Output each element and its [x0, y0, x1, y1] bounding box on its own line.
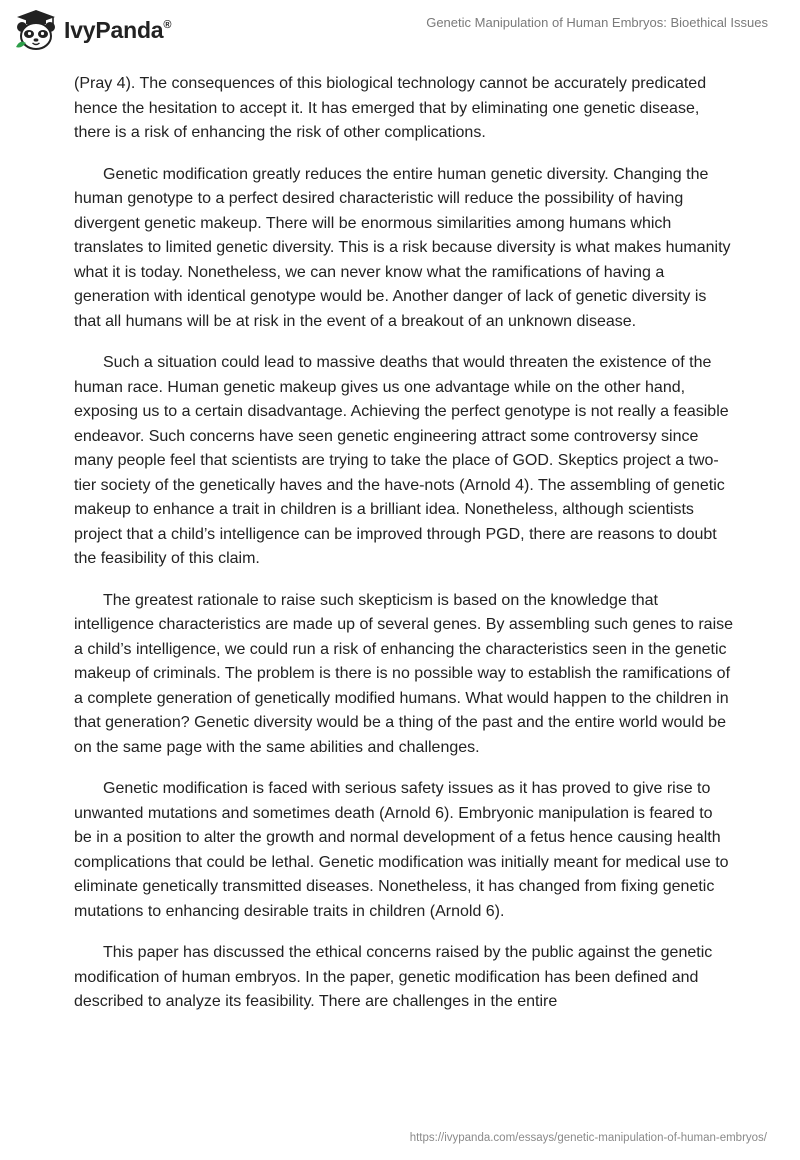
paragraph: Such a situation could lead to massive deaths that would threaten the existence of the human race. Human genetic makeup gives us one advantage while on the other hand, exposing us to a certain disadvantage. Achieving the perfect genotype is not really a feasible endeavor. Such concerns have seen genetic engineering attract some controversy since many people feel that scientists are trying to take the place of GOD. Skeptics project a two-tier society of the genetically haves and the have-nots (Arnold 4). The assembling of genetic makeup to enhance a trait in children is a brilliant idea. Nonetheless, although scientists project that a child’s intelligence can be improved through PGD, there are reasons to doubt the feasibility of this claim.	[74, 354, 729, 567]
registered-mark: ®	[163, 18, 172, 31]
panda-graduate-icon	[14, 9, 58, 51]
paragraph: This paper has discussed the ethical concerns raised by the public against the genetic modification of human embryos. In the paper, genetic modification has been defined and described to analyze its feasibility. There are challenges in the entire	[74, 944, 713, 1010]
paragraph: The greatest rationale to raise such skepticism is based on the knowledge that intelligence characteristics are made up of several genes. By assembling such genes to raise a child’s intelligence, we could run a risk of enhancing the characteristics seen in the genetic makeup of criminals. The problem is there is no possible way to establish the ramifications of a complete generation of genetically modified humans. What would happen to the children in that generation? Genetic diversity would be a thing of the past and the entire world would be on the same page with the same abilities and challenges.	[74, 591, 734, 756]
essay-body	[74, 72, 734, 1032]
document-title: Genetic Manipulation of Human Embryos: Bioethical Issues	[426, 15, 768, 30]
brand-logo[interactable]	[14, 8, 171, 52]
paragraph: Genetic modification is faced with serious safety issues as it has proved to give rise to unwanted mutations and sometimes death (Arnold 6). Embryonic manipulation is feared to be in a position to alter the growth and normal development of a fetus hence causing health complications that could be lethal. Genetic modification was initially meant for medical use to eliminate genetically transmitted diseases. Nonetheless, it has changed from fixing genetic mutations to enhancing desirable traits in children (Arnold 6).	[74, 780, 729, 920]
paragraph: Genetic modification greatly reduces the entire human genetic diversity. Changing the human genotype to a perfect desired characteristic will reduce the possibility of having divergent genetic makeup. There will be enormous similarities among humans which translates to limited genetic diversity. This is a risk because diversity is what makes humanity what it is today. Nonetheless, we can never know what the ramifications of having a generation with identical genotype would be. Another danger of lack of genetic diversity is that all humans will be at risk in the event of a breakout of an unknown disease.	[74, 165, 731, 330]
page-header	[0, 0, 800, 60]
brand-name-text: IvyPanda	[64, 16, 164, 43]
paragraph: (Pray 4). The consequences of this biological technology cannot be accurately predicated hence the hesitation to accept it. It has emerged that by eliminating one genetic disease, there is a risk of enhancing the risk of other complications.	[74, 75, 707, 141]
brand-name	[64, 17, 171, 44]
source-url-link[interactable]: https://ivypanda.com/essays/genetic-manipulation-of-human-embryos/	[409, 1132, 767, 1144]
